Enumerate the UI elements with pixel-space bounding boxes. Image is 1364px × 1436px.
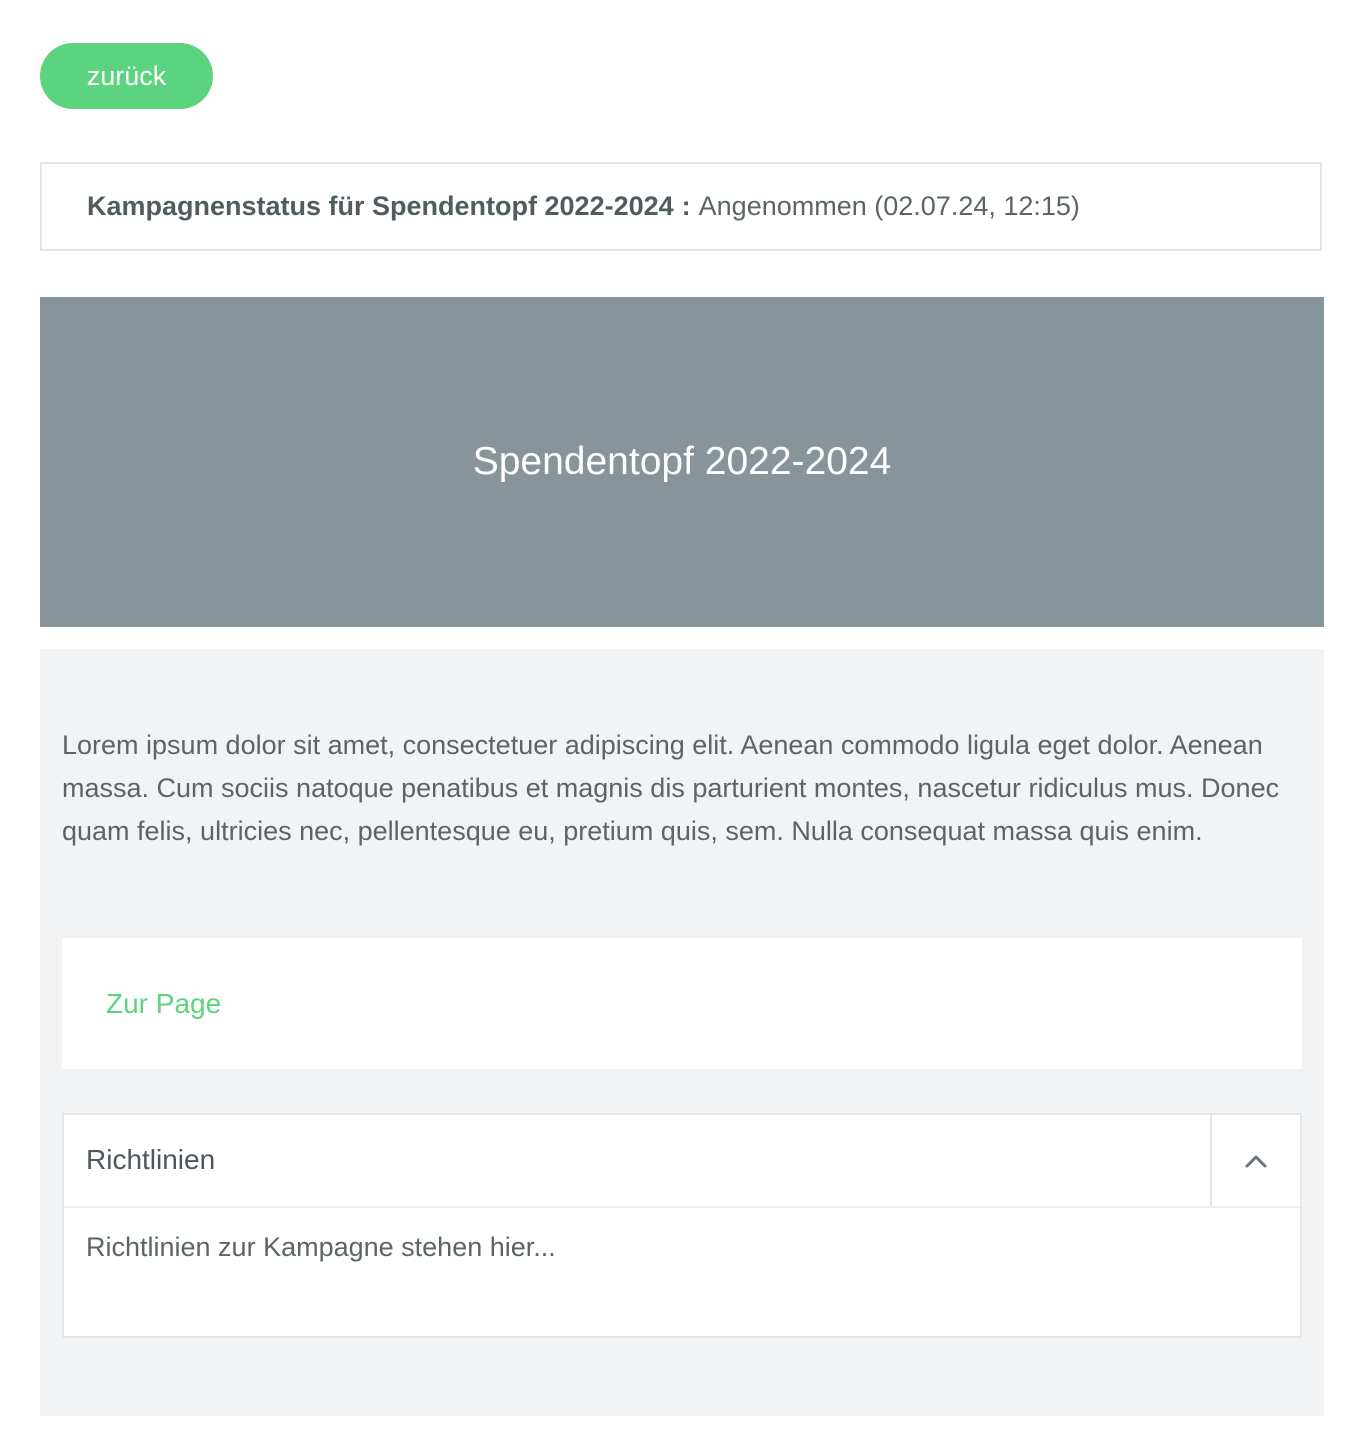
guidelines-accordion (62, 1113, 1302, 1338)
accordion-header[interactable] (64, 1115, 1300, 1208)
campaign-status-box (40, 162, 1322, 251)
chevron-up-icon (1245, 1154, 1267, 1168)
accordion-toggle-button[interactable] (1210, 1115, 1300, 1206)
campaign-content-panel (40, 649, 1324, 1416)
campaign-description: Lorem ipsum dolor sit amet, consectetuer adipiscing elit. Aenean commodo ligula eget dolor. Aenean massa. Cum sociis natoque penatibus et magnis dis parturient montes, nascetur ridiculus mus. Donec quam felis, ultricies nec, pellentesque eu, pretium quis, sem. Nulla consequat massa quis enim. (62, 730, 1280, 846)
campaign-hero-banner (40, 297, 1324, 627)
accordion-title: Richtlinien (86, 1144, 216, 1175)
page-link-card (62, 938, 1302, 1069)
campaign-status-value: Angenommen (02.07.24, 12:15) (698, 191, 1080, 221)
back-button[interactable]: zurück (40, 43, 213, 109)
zur-page-link[interactable]: Zur Page (106, 987, 222, 1019)
campaign-title: Spendentopf 2022-2024 (472, 440, 892, 483)
accordion-body-text: Richtlinien zur Kampagne stehen hier... (86, 1232, 556, 1262)
campaign-status-separator: : (681, 191, 691, 221)
campaign-status-label: Kampagnenstatus für Spendentopf 2022-2024 (87, 191, 674, 221)
